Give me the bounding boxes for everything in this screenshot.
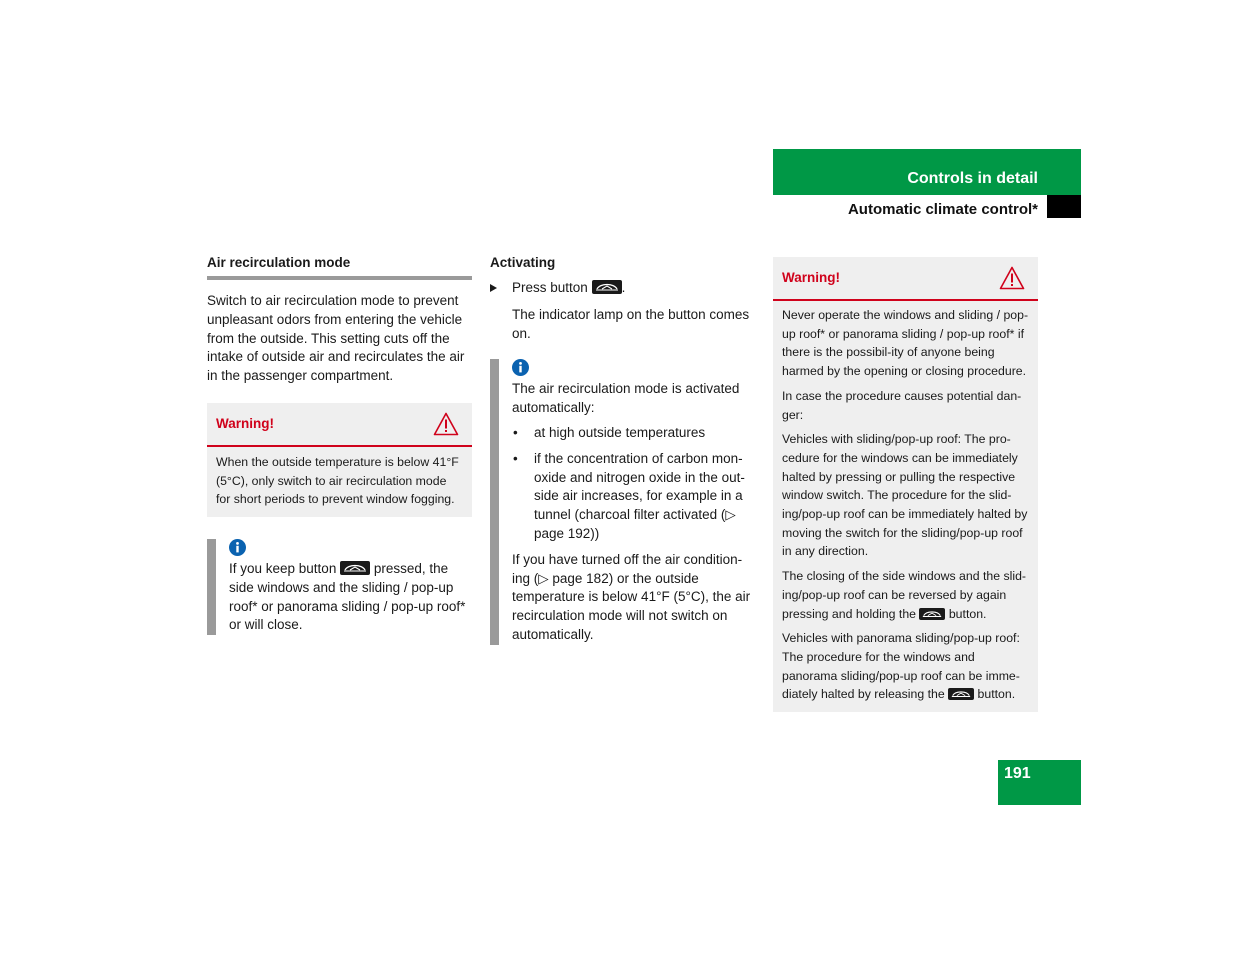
warning-header: [773, 257, 1038, 301]
heading-air-recirculation: Air recirculation mode: [207, 254, 472, 280]
info-icon: [512, 359, 529, 376]
indicator-lamp-text: The indicator lamp on the button comes on.: [512, 306, 750, 341]
step-arrow-icon: [490, 284, 497, 292]
warning-paragraph: Vehicles with sliding/pop-up roof: The pro-cedure for the windows can be immediately halted by pressing or pulling the respective window switch. The procedure for the slid-ing/pop-up roof can be immediately halted by moving the switch for the sliding/pop-up roof in any direction.: [782, 432, 1028, 559]
warning-triangle-icon: [433, 412, 459, 436]
air-recirculation-button-icon: [948, 688, 974, 700]
heading-activating: Activating: [490, 255, 556, 270]
warning-paragraph: The closing of the side windows and the slid-ing/pop-up roof can be reversed by again pressing and holding the button.: [782, 569, 1027, 621]
info-text-after: pressed, the side windows and the sliding / pop-up roof* or panorama sliding / pop-up roof* or will close.: [229, 561, 466, 633]
list-item: • at high outside temperatures: [512, 424, 758, 443]
info-box-keep-pressed: [207, 539, 472, 635]
chapter-title: Controls in detail: [907, 170, 1038, 187]
page-number: 191: [1004, 765, 1031, 782]
air-recirculation-button-icon: [919, 608, 945, 620]
warning-label: Warning!: [782, 270, 840, 285]
bullet-symbol: •: [513, 424, 518, 440]
auto-activation-note: If you have turned off the air condition-ing (▷ page 182) or the outside temperature is below 41°F (5°C), the air recirculation mode will not switch on automatically.: [512, 551, 751, 642]
auto-activation-intro: The air recirculation mode is activated automatically:: [512, 381, 740, 416]
warning-box-fogging: [207, 403, 472, 517]
bullet-symbol: •: [513, 450, 518, 466]
warning-header: [207, 403, 472, 447]
warning-text: [773, 301, 1038, 712]
warning-paragraph: Vehicles with panorama sliding/pop-up roof: The procedure for the windows and panorama sliding/pop-up roof can be imme-diately halted by releasing the button.: [782, 631, 1020, 702]
info-text-before: If you keep button: [229, 561, 337, 577]
header-marker: [1047, 195, 1081, 218]
info-box-auto-activation: [490, 359, 758, 644]
intro-paragraph: Switch to air recirculation mode to prevent unpleasant odors from entering the vehicle from the outside. This setting cuts off the intake of outside air and recirculates the air in the passenger compartment.: [207, 293, 465, 384]
auto-activation-list: [512, 424, 758, 544]
warning-text: When the outside temperature is below 41°F (5°C), only switch to air recirculation mode for short periods to prevent window fogging.: [216, 454, 459, 507]
column-activating: [490, 254, 758, 645]
step-text-before: Press button: [512, 280, 588, 295]
section-title: Automatic climate control*: [847, 201, 1038, 218]
warning-triangle-icon: [999, 266, 1025, 290]
column-air-recirculation: [207, 254, 472, 635]
warning-paragraph: In case the procedure causes potential dan-ger:: [782, 388, 1022, 422]
warning-box-windows: [773, 257, 1038, 712]
step-text-after: .: [621, 280, 626, 295]
warning-label: Warning!: [216, 415, 274, 431]
air-recirculation-button-icon: [340, 561, 370, 575]
info-icon: [229, 539, 246, 556]
list-item: • if the concentration of carbon mon-oxide and nitrogen oxide in the out-side air increases, for example in a tunnel (charcoal filter activated (▷ page 192)): [513, 450, 745, 541]
column-window-warning: [773, 257, 1038, 712]
air-recirculation-button-icon: [592, 280, 622, 294]
step-press-button: [490, 279, 758, 298]
warning-paragraph: Never operate the windows and sliding / pop-up roof* or panorama sliding / pop-up roof* if there is the possibil-ity of anyone being harmed by the opening or closing procedure.: [782, 308, 1029, 379]
